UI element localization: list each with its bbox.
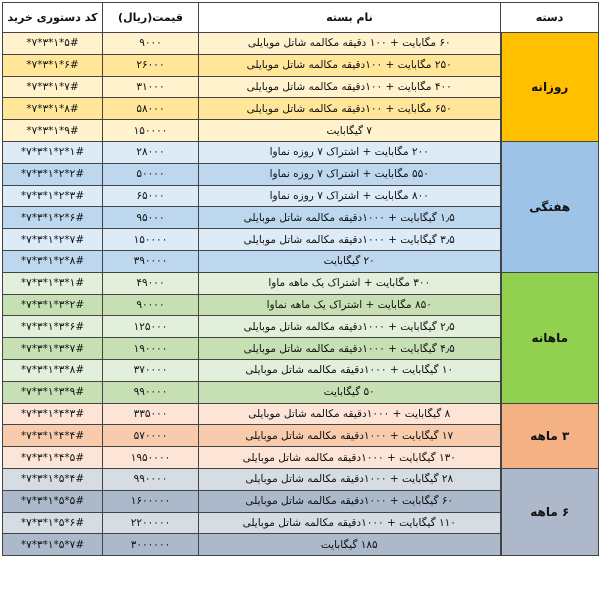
purchase-code-cell: *۷*۳*۱*۳*۱#: [3, 272, 103, 294]
purchase-code-cell: *۷*۳*۱*۵*۶#: [3, 512, 103, 534]
package-name-cell: ۴۰۰ مگابایت + ۱۰۰دقیقه مکالمه شاتل موبایلی: [199, 76, 501, 98]
purchase-code-cell: *۷*۳*۱*۷#: [3, 76, 103, 98]
table-row: [3, 272, 599, 294]
category-cell: روزانه: [501, 33, 599, 142]
package-name-cell: ۱۱۰ گیگابایت + ۱۰۰۰دقیقه مکالمه شاتل موبایلی: [199, 512, 501, 534]
price-cell: ۲۶۰۰۰: [103, 54, 199, 76]
category-cell: هفتگی: [501, 141, 599, 272]
purchase-code-cell: *۷*۳*۱*۳*۸#: [3, 359, 103, 381]
package-name-cell: ۱۳۰ گیگابایت + ۱۰۰۰دقیقه مکالمه شاتل موبایلی: [199, 447, 501, 469]
header-category: دسته: [501, 3, 599, 33]
price-cell: ۵۷۰۰۰۰: [103, 425, 199, 447]
purchase-code-cell: *۷*۳*۱*۲*۲#: [3, 163, 103, 185]
package-name-cell: ۸۰۰ مگابایت + اشتراک ۷ روزه نماوا: [199, 185, 501, 207]
purchase-code-cell: *۷*۳*۱*۴*۳#: [3, 403, 103, 425]
price-cell: ۳۳۵۰۰۰: [103, 403, 199, 425]
package-name-cell: ۸۵۰ مگابایت + اشتراک یک ماهه نماوا: [199, 294, 501, 316]
purchase-code-cell: *۷*۳*۱*۶#: [3, 54, 103, 76]
price-cell: ۹۰۰۰۰: [103, 294, 199, 316]
price-cell: ۴۹۰۰۰: [103, 272, 199, 294]
table-row: [3, 468, 599, 490]
package-name-cell: ۵۵۰ مگابایت + اشتراک ۷ روزه نماوا: [199, 163, 501, 185]
price-cell: ۳۰۰۰۰۰۰: [103, 534, 199, 556]
purchase-code-cell: *۷*۳*۱*۹#: [3, 120, 103, 142]
price-cell: ۹۹۰۰۰۰: [103, 468, 199, 490]
price-cell: ۶۵۰۰۰: [103, 185, 199, 207]
package-name-cell: ۳٫۵ گیگابایت + ۱۰۰۰دقیقه مکالمه شاتل موبایلی: [199, 229, 501, 251]
price-cell: ۳۷۰۰۰۰: [103, 359, 199, 381]
package-name-cell: ۱۰ گیگابایت + ۱۰۰۰دقیقه مکالمه شاتل موبایلی: [199, 359, 501, 381]
price-cell: ۱۲۵۰۰۰: [103, 316, 199, 338]
package-name-cell: ۲۰ گیگابایت: [199, 250, 501, 272]
purchase-code-cell: *۷*۳*۱*۳*۹#: [3, 381, 103, 403]
table-row: [3, 141, 599, 163]
purchase-code-cell: *۷*۳*۱*۴*۴#: [3, 425, 103, 447]
purchase-code-cell: *۷*۳*۱*۳*۶#: [3, 316, 103, 338]
price-cell: ۱۶۰۰۰۰۰: [103, 490, 199, 512]
purchase-code-cell: *۷*۳*۱*۲*۳#: [3, 185, 103, 207]
purchase-code-cell: *۷*۳*۱*۵*۷#: [3, 534, 103, 556]
header-purchase-code: کد دستوری خرید: [3, 3, 103, 33]
package-name-cell: ۸ گیگابایت + ۱۰۰۰دقیقه مکالمه شاتل موبایلی: [199, 403, 501, 425]
purchase-code-cell: *۷*۳*۱*۲*۶#: [3, 207, 103, 229]
package-name-cell: ۱٫۵ گیگابایت + ۱۰۰۰دقیقه مکالمه شاتل موبایلی: [199, 207, 501, 229]
package-name-cell: ۷ گیگابایت: [199, 120, 501, 142]
package-name-cell: ۳۰۰ مگابایت + اشتراک یک ماهه ماوا: [199, 272, 501, 294]
category-cell: ۳ ماهه: [501, 403, 599, 468]
price-cell: ۱۹۵۰۰۰۰: [103, 447, 199, 469]
package-table-body: [3, 33, 599, 556]
purchase-code-cell: *۷*۳*۱*۵*۵#: [3, 490, 103, 512]
package-name-cell: ۲۵۰ مگابایت + ۱۰۰دقیقه مکالمه شاتل موبایلی: [199, 54, 501, 76]
category-cell: ماهانه: [501, 272, 599, 403]
purchase-code-cell: *۷*۳*۱*۳*۲#: [3, 294, 103, 316]
purchase-code-cell: *۷*۳*۱*۵#: [3, 33, 103, 55]
price-cell: ۵۸۰۰۰: [103, 98, 199, 120]
price-cell: ۱۵۰۰۰۰: [103, 229, 199, 251]
package-name-cell: ۱۷ گیگابایت + ۱۰۰۰دقیقه مکالمه شاتل موبایلی: [199, 425, 501, 447]
package-name-cell: ۵۰ گیگابایت: [199, 381, 501, 403]
purchase-code-cell: *۷*۳*۱*۳*۷#: [3, 338, 103, 360]
header-package-name: نام بسته: [199, 3, 501, 33]
header-row: [3, 3, 599, 33]
package-name-cell: ۱۸۵ گیگابایت: [199, 534, 501, 556]
price-cell: ۱۵۰۰۰۰: [103, 120, 199, 142]
package-name-cell: ۴٫۵ گیگابایت + ۱۰۰۰دقیقه مکالمه شاتل موبایلی: [199, 338, 501, 360]
price-cell: ۵۰۰۰۰: [103, 163, 199, 185]
price-cell: ۲۸۰۰۰: [103, 141, 199, 163]
purchase-code-cell: *۷*۳*۱*۴*۵#: [3, 447, 103, 469]
price-cell: ۳۹۰۰۰۰: [103, 250, 199, 272]
purchase-code-cell: *۷*۳*۱*۲*۱#: [3, 141, 103, 163]
category-cell: ۶ ماهه: [501, 468, 599, 555]
price-cell: ۹۵۰۰۰: [103, 207, 199, 229]
table-row: [3, 403, 599, 425]
package-table: [2, 2, 599, 556]
purchase-code-cell: *۷*۳*۱*۲*۷#: [3, 229, 103, 251]
package-name-cell: ۶۰ مگابایت + ۱۰۰ دقیقه مکالمه شاتل موبایلی: [199, 33, 501, 55]
purchase-code-cell: *۷*۳*۱*۵*۴#: [3, 468, 103, 490]
package-name-cell: ۶۰ گیگابایت + ۱۰۰۰دقیقه مکالمه شاتل موبایلی: [199, 490, 501, 512]
price-cell: ۳۱۰۰۰: [103, 76, 199, 98]
purchase-code-cell: *۷*۳*۱*۲*۸#: [3, 250, 103, 272]
package-name-cell: ۲۸ گیگابایت + ۱۰۰۰دقیقه مکالمه شاتل موبایلی: [199, 468, 501, 490]
price-cell: ۲۲۰۰۰۰۰: [103, 512, 199, 534]
price-cell: ۹۰۰۰: [103, 33, 199, 55]
table-row: [3, 33, 599, 55]
price-cell: ۱۹۰۰۰۰: [103, 338, 199, 360]
package-name-cell: ۲۰۰ مگابایت + اشتراک ۷ روزه نماوا: [199, 141, 501, 163]
price-cell: ۹۹۰۰۰۰: [103, 381, 199, 403]
package-name-cell: ۶۵۰ مگابایت + ۱۰۰دقیقه مکالمه شاتل موبایلی: [199, 98, 501, 120]
package-name-cell: ۲٫۵ گیگابایت + ۱۰۰۰دقیقه مکالمه شاتل موبایلی: [199, 316, 501, 338]
purchase-code-cell: *۷*۳*۱*۸#: [3, 98, 103, 120]
header-price: قیمت(ریال): [103, 3, 199, 33]
